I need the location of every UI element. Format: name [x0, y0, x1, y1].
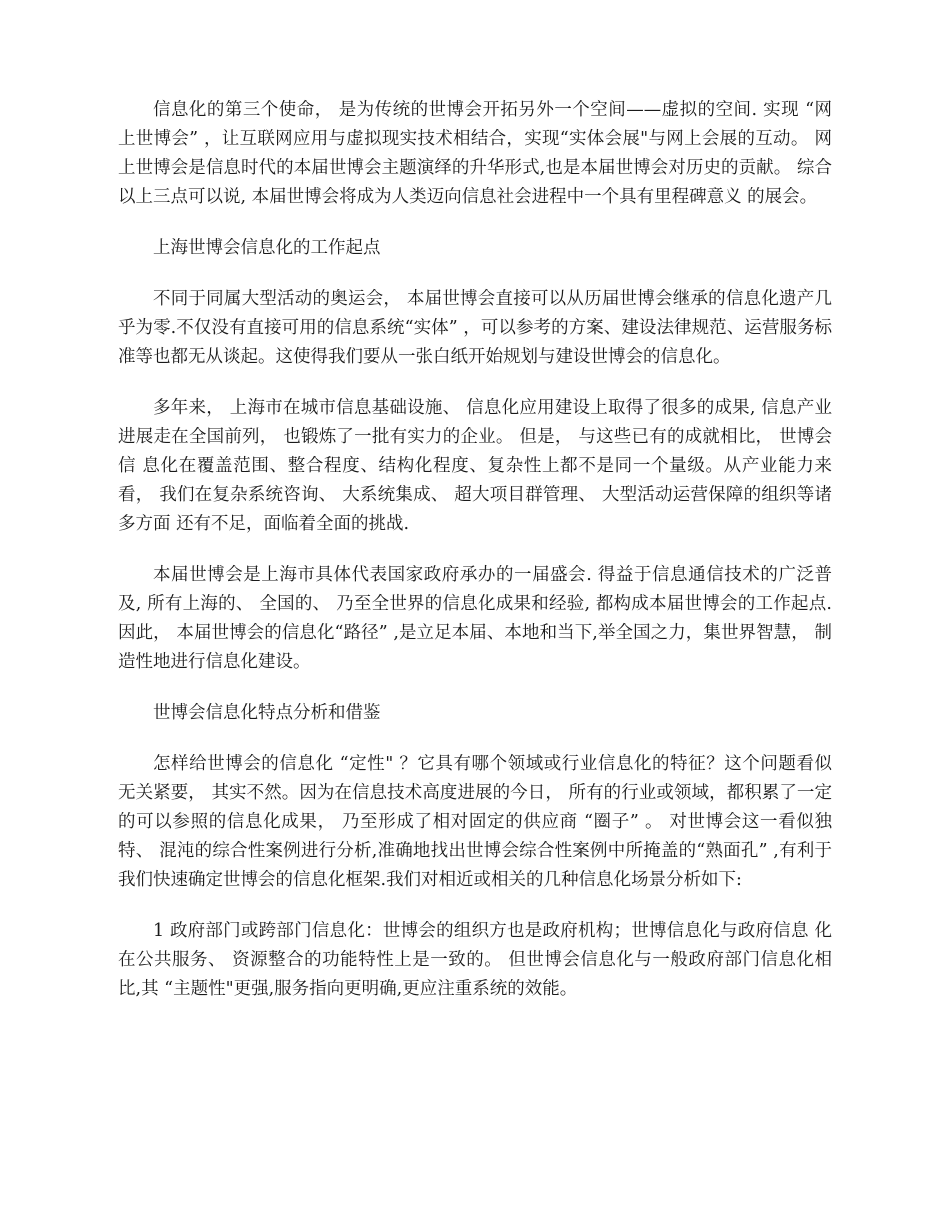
section-heading-characteristics-analysis: 世博会信息化特点分析和借鉴 [153, 703, 381, 723]
paragraph-shanghai-achievements: 多年来， 上海市在城市信息基础设施、 信息化应用建设上取得了很多的成果, 信息产业 进展走在全国前列， 也锻炼了一批有实力的企业。 但是， 与这些已有的成就相比， 世博会信 息化在覆盖范围、整合程度、结构化程度、复杂性上都不是同一个量级。从产业能力来看， 我们在复杂系统咨询、 大系统集成、 超大项目群管理、 大型活动运营保障的组织等诸多方面 还有不足，面临着全面的挑战. [118, 398, 832, 534]
paragraph-national-event: 本届世博会是上海市具体代表国家政府承办的一届盛会. 得益于信息通信技术的广泛普 及, 所有上海的、 全国的、 乃至全世界的信息化成果和经验, 都构成本届世博会的工作起点. 因此， 本届世博会的信息化“路径” ,是立足本届、本地和当下,举全国之力，集世界智慧， 制造性地进行信息化建设。 [118, 565, 832, 672]
paragraph-government-informatization: 1 政府部门或跨部门信息化：世博会的组织方也是政府机构；世博信息化与政府信息 化在公共服务、 资源整合的功能特性上是一致的。 但世博会信息化与一般政府部门信息化相 比,其 “主题性"更强,服务指向更明确,更应注重系统的效能。 [118, 921, 832, 999]
section-heading-work-starting-point: 上海世博会信息化的工作起点 [153, 238, 381, 258]
paragraph-olympics-comparison: 不同于同属大型活动的奥运会， 本届世博会直接可以从历届世博会继承的信息化遗产几 乎为零.不仅没有直接可用的信息系统“实体” ，可以参考的方案、建设法律规范、运营服务标 准等也都无从谈起。这使得我们要从一张白纸开始规划与建设世博会的信息化。 [118, 289, 832, 367]
paragraph-characterization: 怎样给世博会的信息化 “定性" ？它具有哪个领域或行业信息化的特征？这个问题看似 无关紧要， 其实不然。因为在信息技术高度进展的今日， 所有的行业或领域，都积累了一定 的可以参照的信息化成果， 乃至形成了相对固定的供应商 “圈子” 。 对世博会这一看似独特、 混沌的综合性案例进行分析,准确地找出世博会综合性案例中所掩盖的“熟面孔” ,有利于 我们快速确定世博会的信息化框架.我们对相近或相关的几种信息化场景分析如下: [118, 754, 832, 890]
paragraph-third-mission: 信息化的第三个使命， 是为传统的世博会开拓另外一个空间——虚拟的空间. 实现 “网 上世博会” ，让互联网应用与虚拟现实技术相结合，实现“实体会展"与网上会展的互动。 网上世博会是信息时代的本届世博会主题演绎的升华形式,也是本届世博会对历史的贡献。 综合以上三点可以说, 本届世博会将成为人类迈向信息社会进程中一个具有里程碑意义 的展会。 [118, 100, 832, 207]
